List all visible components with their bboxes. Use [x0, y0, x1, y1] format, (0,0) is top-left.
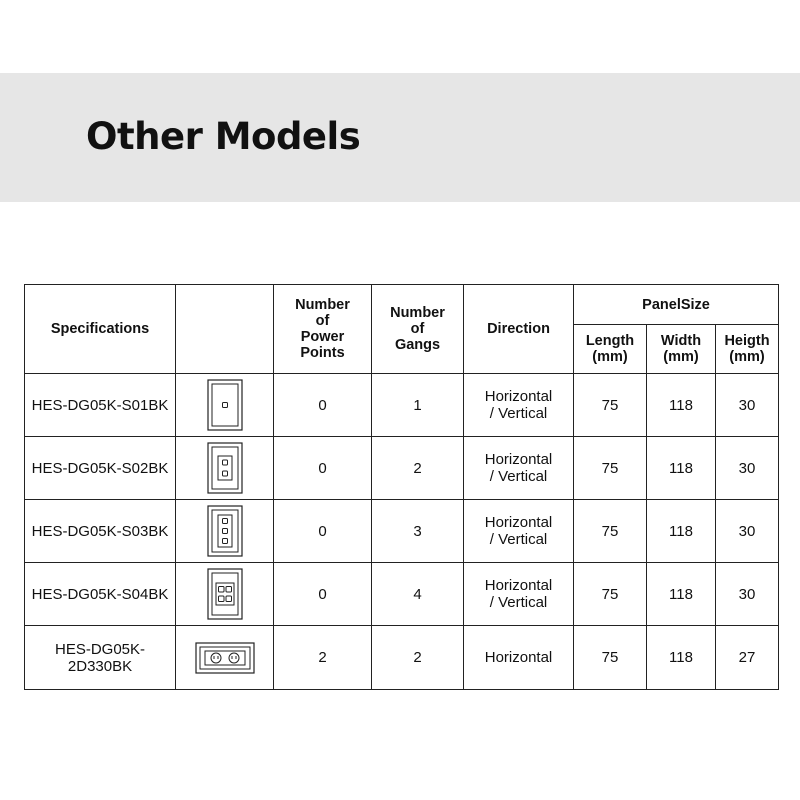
length-cell: 75	[574, 500, 647, 563]
page-title: Other Models	[86, 115, 361, 158]
width-cell: 118	[647, 626, 716, 690]
single-switch-plate-icon	[176, 374, 274, 437]
header-power-points: Number of Power Points	[274, 285, 372, 374]
width-cell: 118	[647, 374, 716, 437]
model-cell: HES-DG05K-S02BK	[25, 437, 176, 500]
table-row	[25, 563, 779, 626]
model-cell: HES-DG05K-2D330BK	[25, 626, 176, 690]
header-gangs: Number of Gangs	[372, 285, 464, 374]
gangs-cell: 4	[372, 563, 464, 626]
header-length: Length (mm)	[574, 325, 647, 374]
header-width: Width (mm)	[647, 325, 716, 374]
table-row	[25, 374, 779, 437]
height-cell: 30	[716, 500, 779, 563]
power-points-cell: 0	[274, 500, 372, 563]
width-cell: 118	[647, 563, 716, 626]
width-cell: 118	[647, 500, 716, 563]
height-cell: 30	[716, 374, 779, 437]
length-cell: 75	[574, 374, 647, 437]
header-specifications: Specifications	[25, 285, 176, 374]
triple-switch-plate-icon	[176, 500, 274, 563]
direction-cell: Horizontal / Vertical	[464, 500, 574, 563]
height-cell: 30	[716, 563, 779, 626]
header-panel-size: PanelSize	[574, 285, 779, 325]
direction-cell: Horizontal / Vertical	[464, 437, 574, 500]
length-cell: 75	[574, 626, 647, 690]
gangs-cell: 3	[372, 500, 464, 563]
gangs-cell: 1	[372, 374, 464, 437]
height-cell: 30	[716, 437, 779, 500]
direction-cell: Horizontal / Vertical	[464, 374, 574, 437]
gangs-cell: 2	[372, 437, 464, 500]
model-cell: HES-DG05K-S04BK	[25, 563, 176, 626]
width-cell: 118	[647, 437, 716, 500]
double-switch-plate-icon	[176, 437, 274, 500]
power-points-cell: 0	[274, 374, 372, 437]
header-image	[176, 285, 274, 374]
power-points-cell: 0	[274, 437, 372, 500]
title-banner	[0, 73, 800, 202]
power-points-cell: 2	[274, 626, 372, 690]
direction-cell: Horizontal	[464, 626, 574, 690]
table-row	[25, 437, 779, 500]
table-row	[25, 500, 779, 563]
height-cell: 27	[716, 626, 779, 690]
header-height: Heigth (mm)	[716, 325, 779, 374]
quad-switch-plate-icon	[176, 563, 274, 626]
length-cell: 75	[574, 563, 647, 626]
gangs-cell: 2	[372, 626, 464, 690]
length-cell: 75	[574, 437, 647, 500]
model-cell: HES-DG05K-S01BK	[25, 374, 176, 437]
power-points-cell: 0	[274, 563, 372, 626]
specifications-table	[24, 284, 779, 690]
header-direction: Direction	[464, 285, 574, 374]
table-row	[25, 626, 779, 690]
double-power-point-plate-icon	[176, 626, 274, 690]
direction-cell: Horizontal / Vertical	[464, 563, 574, 626]
model-cell: HES-DG05K-S03BK	[25, 500, 176, 563]
